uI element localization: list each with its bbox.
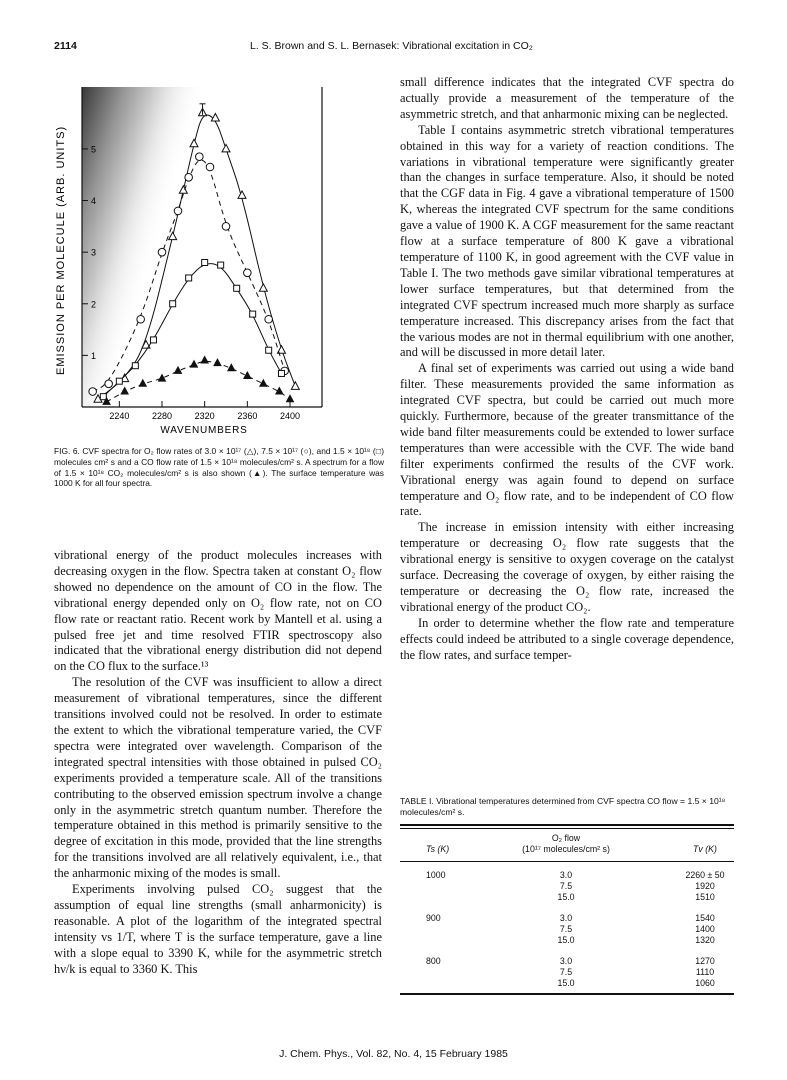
table-row	[400, 967, 734, 978]
cell-o2-flow: 3.0	[559, 870, 573, 880]
cell-tv: 1110	[695, 967, 715, 977]
header-ts: Ts (K)	[426, 844, 450, 854]
cell-ts: 900	[426, 913, 441, 923]
data-point	[137, 315, 145, 323]
right-column	[400, 75, 734, 664]
y-tick-label: 4	[91, 196, 97, 207]
data-point	[265, 315, 273, 323]
vibrational-temperature-table	[400, 829, 734, 995]
table-row	[400, 924, 734, 935]
paragraph: small difference indicates that the integrated CVF spectra do actually provide a measurement of the temperature of the asymmetric stretch, and that anharmonic mixing can be neglected.	[400, 75, 734, 121]
data-point	[105, 380, 113, 388]
cell-o2-flow: 3.0	[559, 956, 573, 966]
table-caption: TABLE I. Vibrational temperatures determined from CVF spectra CO flow = 1.5 × 10¹⁸ molecules/cm² s.	[400, 796, 726, 817]
table-row	[400, 956, 734, 967]
cell-o2-flow: 7.5	[559, 881, 573, 891]
data-point	[266, 347, 272, 353]
x-tick-label: 2400	[279, 411, 301, 421]
paragraph: The increase in emission intensity with either increasing temperature or decreasing O₂ flow rate suggests that the vibrational energy is sensitive to oxygen coverage on the catalyst surface. Decreasing the coverage of oxygen, by either raising the temperature or decreasing the O₂ flow rate, increased the vibrational energy of the product CO₂.	[400, 520, 734, 614]
x-tick-label: 2280	[151, 411, 173, 421]
cell-ts	[400, 978, 496, 989]
x-tick-label: 2320	[194, 411, 215, 421]
running-title: L. S. Brown and S. L. Bernasek: Vibrational excitation in CO₂	[250, 40, 533, 52]
paragraph: vibrational energy of the product molecules increases with decreasing oxygen in the flow. Spectra taken at constant O₂ flow showed no dependence on the amount of CO in the flow. The vibrational energy depended only on O₂ flow rate, not on CO flow rate or reactant ratio. Recent work by Mantell et al. using a pulsed free jet and time resolved FTIR spectroscopy also indicated that the vibrational energy distribution did not depend on the CO flux to the surface.¹³	[54, 548, 382, 674]
cell-o2-flow: 15.0	[557, 978, 575, 988]
y-tick-label: 2	[91, 299, 97, 310]
cell-tv: 1920	[695, 881, 715, 891]
data-point	[150, 337, 156, 343]
cell-ts	[400, 881, 496, 892]
cell-ts	[400, 967, 496, 978]
data-point	[89, 388, 97, 396]
cvf-spectra-chart	[54, 75, 354, 445]
header-o2-units: (10¹⁷ molecules/cm² s)	[522, 844, 610, 854]
cell-tv: 1320	[695, 935, 715, 945]
cell-tv: 1540	[695, 913, 715, 923]
data-point	[100, 394, 106, 400]
figure-6	[54, 75, 354, 450]
cell-tv: 1510	[695, 892, 715, 902]
y-axis-label: EMISSION PER MOLECULE (ARB. UNITS)	[55, 125, 67, 375]
header-tv: Tv (K)	[693, 844, 717, 854]
data-point	[158, 248, 166, 256]
cell-ts: 800	[426, 956, 441, 966]
table-row	[400, 935, 734, 946]
cell-ts	[400, 924, 496, 935]
paragraph: Table I contains asymmetric stretch vibrational temperatures obtained in this way for a variety of reaction conditions. The variations in vibrational temperature were significantly greater than the changes in surface temperature. Also, it should be noted that the CGF data in Fig. 4 gave a vibrational temperature of 1500 K, whereas the integrated CVF spectrum for the same conditions gave a value of 1900 K. A CGF measurement for the same reactant flow at a surface temperature of 800 K gave a vibrational temperature of 1100 K, in good agreement with the CVF value in Table I. The two methods gave similar vibrational temperatures at lower surface temperatures, but that determined from the integrated CVF spectrum increased much more sharply as surface temperature increased. This discrepancy arises from the fact that the various modes are not in thermal equilibrium with one another, and will be discussed in more detail later.	[400, 122, 734, 360]
x-axis-label: WAVENUMBERS	[160, 425, 248, 436]
header-o2-flow: O₂ flow	[551, 833, 581, 843]
paragraph: The resolution of the CVF was insufficient to allow a direct measurement of vibrational temperatures, since the different transitions involved could not be resolved. In order to estimate the extent to which the vibrational temperature varied, the CVF spectra were integrated over wavelength. Comparison of the integrated spectral intensities with those obtained in pulsed CO₂ experiments provided a temperature scale. All of the transitions contributing to the observed emission spectrum involve a change only in the asymmetric stretch quantum number. Therefore the temperature obtained in this method is primarily sensitive to the degree of excitation in this mode, provided that the line strengths for the transitions involved are all relatively equivalent, i.e., that the anharmonic mixing of the modes is small.	[54, 675, 382, 881]
data-point	[186, 275, 192, 281]
cell-o2-flow: 15.0	[557, 892, 575, 902]
data-point	[202, 259, 208, 265]
data-point	[218, 262, 224, 268]
cell-tv: 1270	[695, 956, 715, 966]
cell-tv: 1400	[695, 924, 715, 934]
data-point	[174, 207, 182, 215]
data-point	[196, 153, 204, 161]
figure-caption: FIG. 6. CVF spectra for O₂ flow rates of 3.0 × 10¹⁷ (△), 7.5 × 10¹⁷ (○), and 1.5 × 10¹⁸ (□) molecules cm² s and a CO flow rate of 1.5 × 10¹⁸ molecules/cm² s. A spectrum for a flow of 1.5 × 10¹⁸ CO₂ molecules/cm² s is also shown (▲). The surface temperature was 1000 K for all four spectra.	[54, 446, 384, 489]
cell-ts	[400, 935, 496, 946]
table-1	[400, 796, 734, 995]
cell-tv: 1060	[695, 978, 715, 988]
cell-o2-flow: 15.0	[557, 935, 575, 945]
data-point	[244, 269, 252, 277]
x-tick-label: 2240	[109, 411, 130, 421]
paragraph: In order to determine whether the flow rate and temperature effects could indeed be attributed to a single coverage dependence, the flow rates, and surface temper-	[400, 615, 734, 662]
y-tick-label: 5	[91, 144, 97, 155]
cell-tv: 2260 ± 50	[685, 870, 725, 880]
cell-ts: 1000	[426, 870, 446, 880]
table-row	[400, 881, 734, 892]
table-row	[400, 978, 734, 989]
table-row	[400, 913, 734, 924]
data-point	[222, 223, 230, 231]
left-column	[54, 548, 382, 977]
data-point	[234, 285, 240, 291]
y-tick-label: 3	[91, 247, 97, 258]
data-point	[170, 301, 176, 307]
table-row	[400, 892, 734, 903]
paragraph: A final set of experiments was carried out using a wide band filter. These measurements provided the same information as integrated CVF spectra, but could be carried out much more quickly. Furthermore, because of the greater transmittance of the wide band filter measurements could be extended to lower surface temperatures than were accessible with the CVF. The wide band filter experiments confirmed the results of the CVF work. Vibrational energy was again found to depend on surface temperature and O₂ flow rate, and to be independent of CO flow rate.	[400, 361, 734, 519]
data-point	[206, 163, 214, 171]
data-point	[132, 363, 138, 369]
cell-ts	[400, 892, 496, 903]
x-tick-label: 2360	[237, 411, 258, 421]
page-number: 2114	[54, 40, 77, 52]
footer-citation: J. Chem. Phys., Vol. 82, No. 4, 15 February 1985	[279, 1048, 508, 1060]
data-point	[116, 378, 122, 384]
data-point	[185, 174, 193, 182]
cell-o2-flow: 3.0	[559, 913, 573, 923]
paragraph: Experiments involving pulsed CO₂ suggest that the assumption of equal line strengths (small anharmonicity) is reasonable. A plot of the logarithm of the integrated spectral intensity vs 1/T, where T is the surface temperature, gave a line with a slope equal to 3390 K, while for the asymmetric stretch hν/k is equal to 3360 K. This	[54, 882, 382, 976]
table-row	[400, 870, 734, 881]
cell-o2-flow: 7.5	[559, 967, 573, 977]
y-tick-label: 1	[91, 350, 97, 361]
cell-o2-flow: 7.5	[559, 924, 573, 934]
data-point	[278, 370, 284, 376]
data-point	[250, 311, 256, 317]
